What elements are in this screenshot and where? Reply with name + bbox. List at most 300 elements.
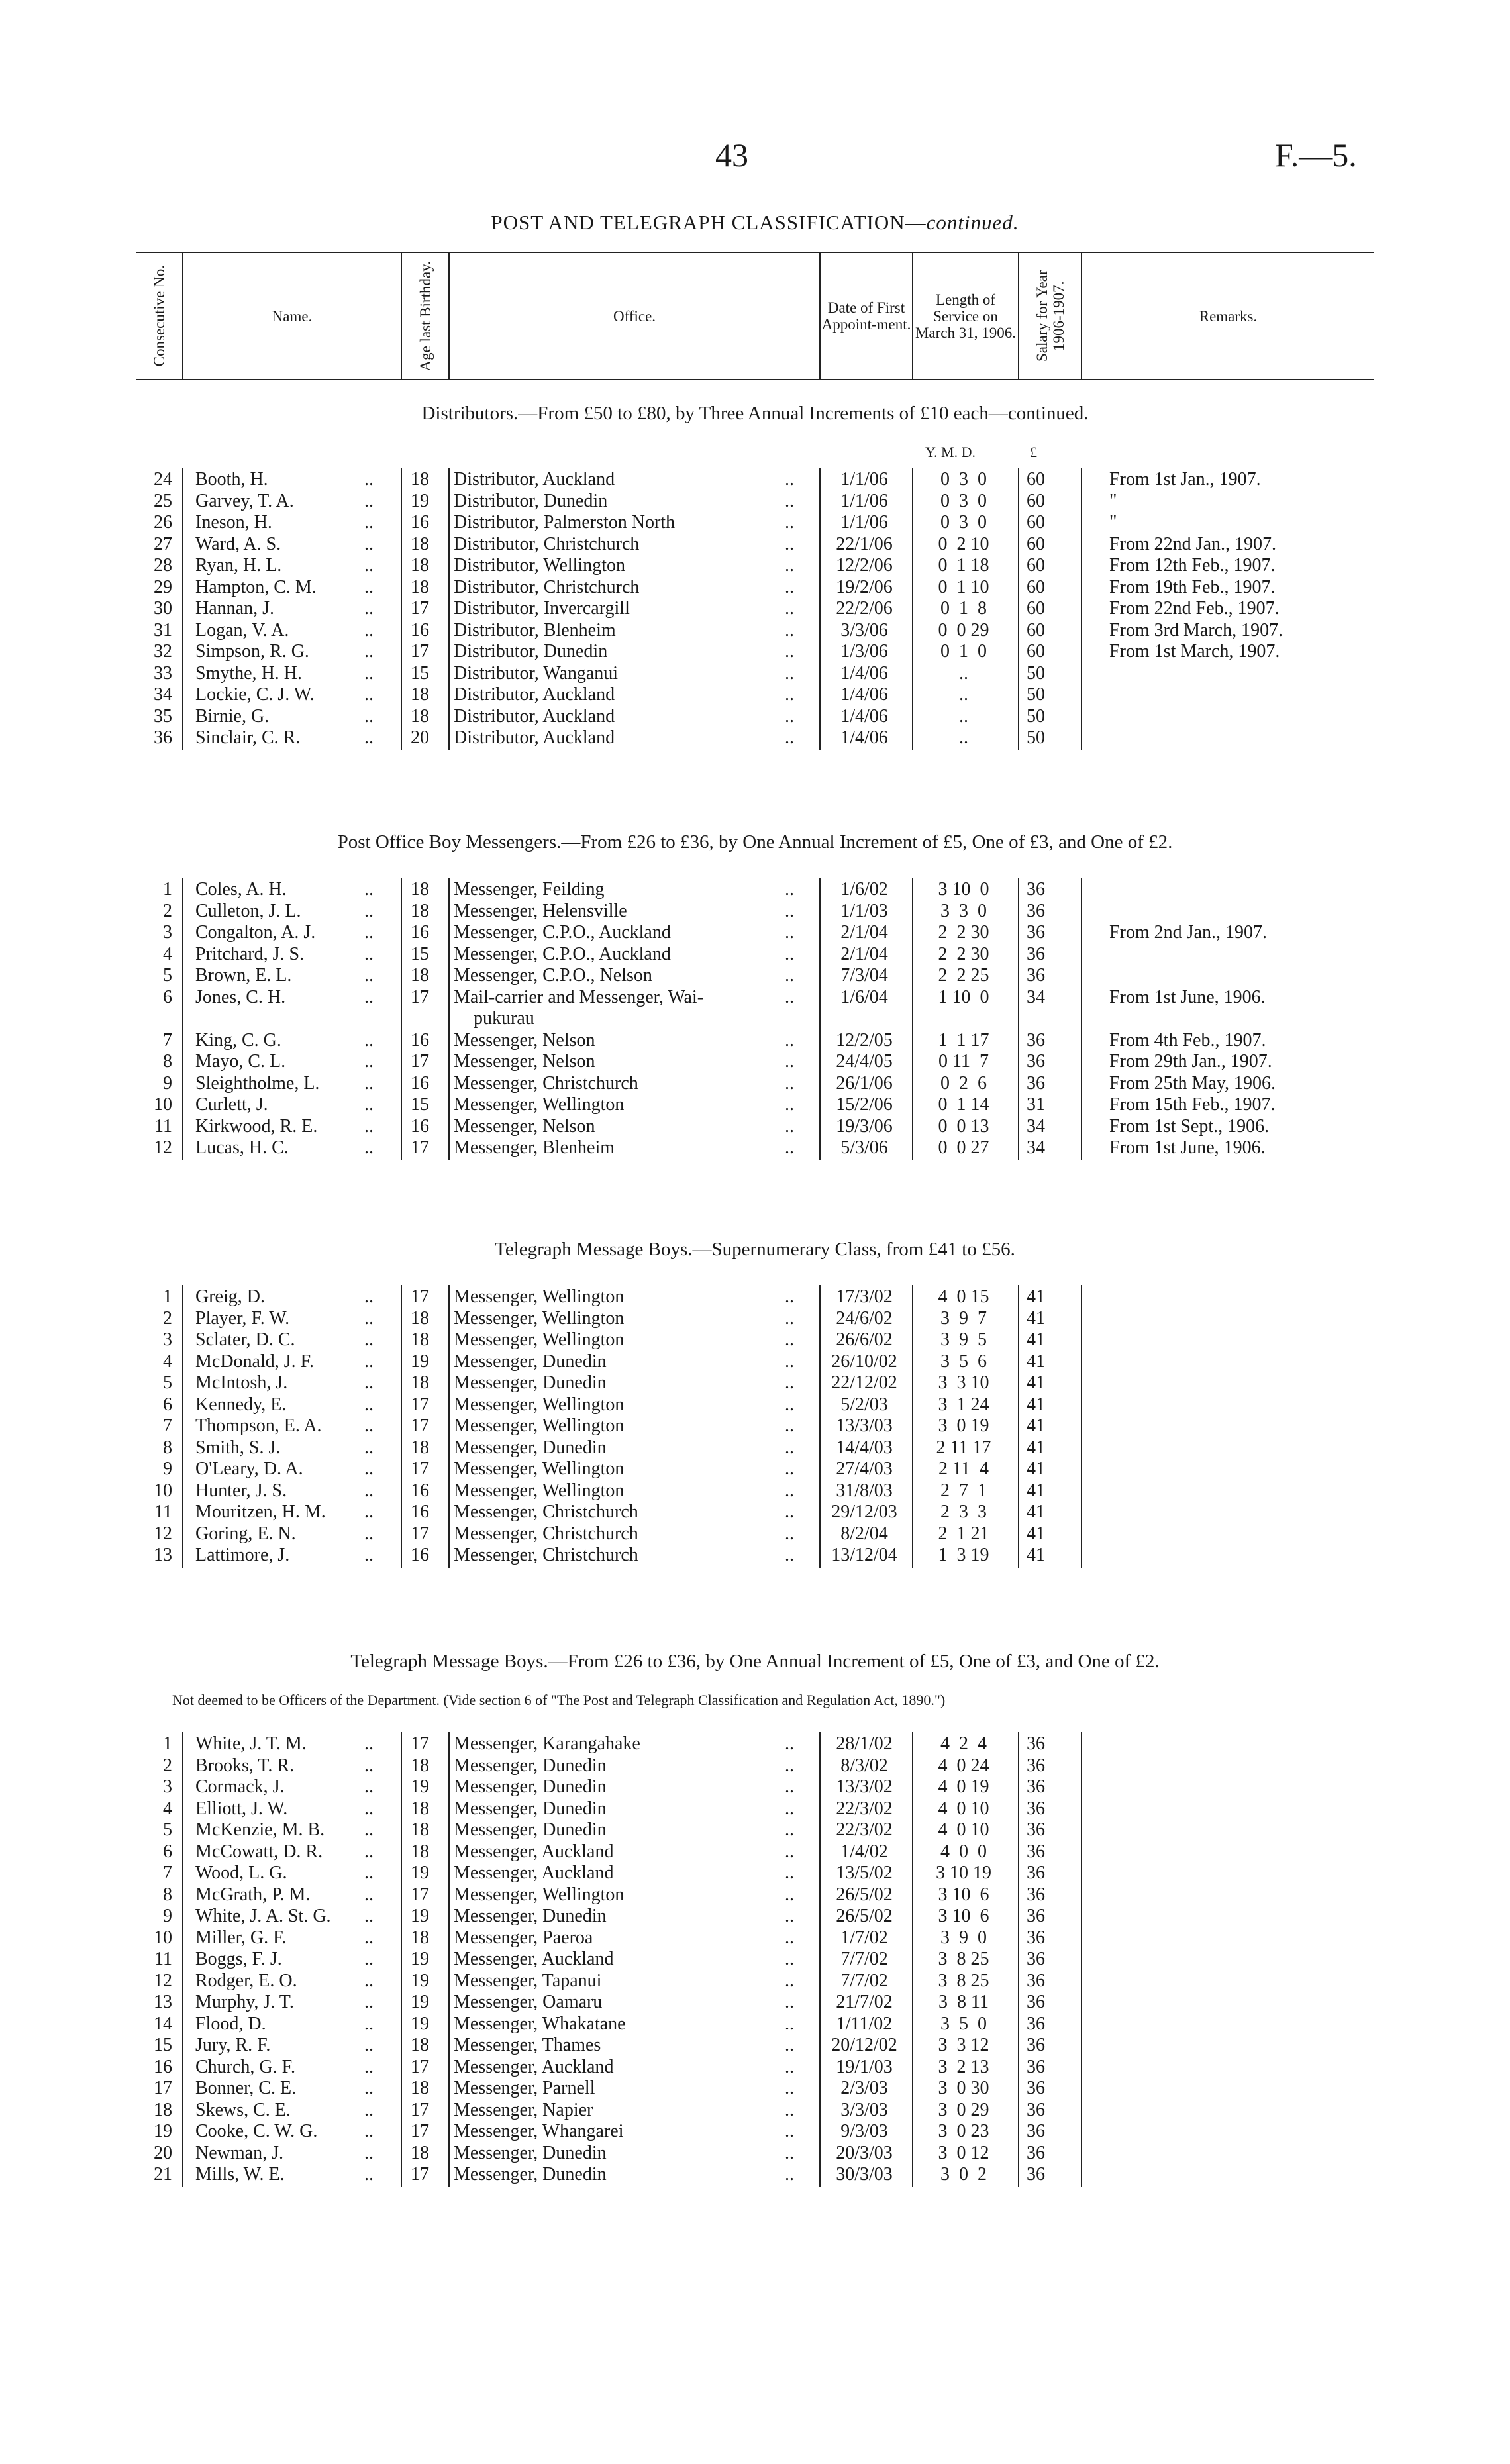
row-leader: ..	[785, 533, 794, 554]
row-length: 1 1 17	[938, 1029, 989, 1051]
row-number: 11	[154, 1502, 172, 1522]
row-number: 12	[154, 1137, 172, 1158]
row-number: 8	[163, 1884, 172, 1905]
page-title-continued: continued.	[926, 211, 1019, 234]
row-date: 31/8/03	[836, 1480, 893, 1501]
row-office: Messenger, Auckland	[454, 1841, 614, 1862]
row-leader: ..	[364, 662, 374, 684]
row-office: Messenger, Christchurch	[454, 1523, 638, 1544]
row-date: 24/6/02	[836, 1308, 893, 1329]
column-rule	[401, 1285, 402, 1568]
row-leader: ..	[364, 469, 374, 489]
row-name: Hunter, J. S.	[195, 1480, 287, 1501]
row-leader: ..	[364, 1970, 374, 1991]
row-leader: ..	[364, 1051, 374, 1072]
row-leader: ..	[785, 1755, 794, 1776]
table-row	[136, 1971, 1374, 1992]
row-remarks: From 1st Sept., 1906.	[1109, 1115, 1270, 1137]
row-age: 16	[411, 1115, 429, 1137]
row-salary: 36	[1027, 1906, 1045, 1926]
row-leader: ..	[785, 684, 794, 705]
row-name: Lockie, C. J. W.	[195, 684, 315, 705]
row-date: 26/5/02	[836, 1906, 893, 1926]
row-leader: ..	[785, 1733, 794, 1754]
column-rule	[819, 1732, 821, 2187]
row-leader: ..	[785, 2078, 794, 2098]
row-length: 0 0 13	[938, 1115, 989, 1137]
table-row	[136, 1776, 1374, 1798]
row-salary: 41	[1027, 1415, 1045, 1436]
row-leader: ..	[364, 1372, 374, 1393]
row-name: White, J. T. M.	[195, 1733, 307, 1754]
table-row	[136, 684, 1374, 705]
column-rule	[401, 468, 402, 750]
row-date: 1/6/04	[840, 986, 888, 1007]
row-length: 3 1 24	[938, 1394, 989, 1415]
table-row	[136, 1051, 1374, 1072]
row-name: Skews, C. E.	[195, 2099, 291, 2120]
row-number: 21	[154, 2164, 172, 2184]
row-age: 18	[411, 1798, 429, 1819]
table-row	[136, 1415, 1374, 1437]
row-leader: ..	[785, 1863, 794, 1883]
row-salary: 60	[1027, 512, 1045, 533]
row-remarks: From 2nd Jan., 1907.	[1109, 922, 1267, 943]
row-name: Sleightholme, L.	[195, 1072, 320, 1094]
row-leader: ..	[364, 1502, 374, 1522]
row-number: 29	[154, 576, 172, 597]
row-date: 19/3/06	[836, 1115, 893, 1137]
row-number: 11	[154, 1115, 172, 1137]
row-leader: ..	[785, 1502, 794, 1522]
row-leader: ..	[785, 1437, 794, 1458]
row-office: Messenger, Dunedin	[454, 1351, 607, 1372]
row-office-continuation: pukurau	[474, 1008, 534, 1029]
row-number: 18	[154, 2099, 172, 2120]
table-row	[136, 965, 1374, 986]
row-date: 22/3/02	[836, 1798, 893, 1819]
row-salary: 36	[1027, 879, 1045, 899]
row-office: Messenger, Dunedin	[454, 2164, 607, 2184]
row-name: McKenzie, M. B.	[195, 1820, 325, 1840]
table-row	[136, 2121, 1374, 2142]
row-length: 3 0 23	[938, 2121, 989, 2141]
row-office: Messenger, C.P.O., Nelson	[454, 965, 652, 986]
row-number: 4	[163, 1798, 172, 1819]
row-leader: ..	[364, 2078, 374, 2098]
row-length: 3 0 29	[938, 2099, 989, 2120]
row-leader: ..	[785, 662, 794, 684]
col-header-office: Office.	[448, 253, 819, 379]
row-age: 20	[411, 727, 429, 748]
table-row	[136, 555, 1374, 576]
row-length: 3 8 25	[938, 1949, 989, 1969]
row-age: 18	[411, 1755, 429, 1776]
section-title: Distributors.—From £50 to £80, by Three Annual Increments of £10 each—continued.	[421, 403, 1089, 424]
row-salary: 36	[1027, 1970, 1045, 1991]
table-row	[136, 1755, 1374, 1776]
row-salary: 41	[1027, 1459, 1045, 1479]
table-row	[136, 2014, 1374, 2035]
row-length: 2 7 1	[940, 1480, 987, 1501]
table-row	[136, 1798, 1374, 1820]
table-row	[136, 512, 1374, 533]
row-leader: ..	[785, 900, 794, 921]
row-length: 3 10 6	[938, 1906, 989, 1926]
row-date: 1/11/02	[836, 2013, 893, 2034]
row-remarks: From 25th May, 1906.	[1109, 1072, 1276, 1094]
column-rule	[182, 1732, 183, 2187]
row-name: Cooke, C. W. G.	[195, 2121, 318, 2141]
column-rule	[819, 1285, 821, 1568]
row-date: 1/1/06	[840, 469, 888, 489]
row-number: 16	[154, 2056, 172, 2077]
row-age: 17	[411, 1286, 429, 1307]
row-date: 26/10/02	[831, 1351, 897, 1372]
row-number: 19	[154, 2121, 172, 2141]
row-leader: ..	[785, 879, 794, 899]
row-number: 5	[163, 1820, 172, 1840]
row-name: Simpson, R. G.	[195, 641, 309, 662]
row-length: 3 10 19	[936, 1863, 991, 1883]
row-leader: ..	[364, 1072, 374, 1094]
row-leader: ..	[364, 1480, 374, 1501]
row-leader: ..	[785, 965, 794, 986]
row-name: McGrath, P. M.	[195, 1884, 311, 1905]
row-number: 7	[163, 1029, 172, 1051]
table-row	[136, 1286, 1374, 1308]
row-salary: 36	[1027, 2078, 1045, 2098]
row-number: 9	[163, 1459, 172, 1479]
row-length: ..	[959, 727, 968, 748]
row-salary: 41	[1027, 1351, 1045, 1372]
row-date: 24/4/05	[836, 1051, 893, 1072]
row-office: Messenger, Thames	[454, 2035, 601, 2055]
row-date: 8/3/02	[840, 1755, 888, 1776]
column-rule	[182, 1285, 183, 1568]
row-length: 2 11 4	[938, 1459, 989, 1479]
row-office: Distributor, Auckland	[454, 705, 615, 727]
row-name: Sinclair, C. R.	[195, 727, 301, 748]
row-salary: 36	[1027, 2099, 1045, 2120]
row-age: 18	[411, 1437, 429, 1458]
table-row	[136, 1073, 1374, 1094]
row-leader: ..	[364, 641, 374, 662]
row-date: 22/12/02	[831, 1372, 897, 1393]
row-salary: 50	[1027, 684, 1045, 705]
row-office: Messenger, Wellington	[454, 1286, 625, 1307]
row-salary: 36	[1027, 2121, 1045, 2141]
table-row	[136, 1137, 1374, 1158]
row-date: 1/4/06	[840, 705, 888, 727]
row-length: 3 0 19	[938, 1415, 989, 1436]
row-date: 2/3/03	[840, 2078, 888, 2098]
row-length: ..	[959, 684, 968, 705]
table-row	[136, 901, 1374, 922]
row-remarks: From 1st June, 1906.	[1109, 986, 1266, 1007]
row-leader: ..	[364, 1545, 374, 1565]
col-header-date: Date of First Appoint-ment.	[819, 253, 912, 379]
table-row	[136, 1308, 1374, 1329]
row-length: 2 2 30	[938, 922, 989, 943]
row-length: 0 1 18	[938, 555, 989, 576]
row-length: 3 2 13	[938, 2056, 989, 2077]
row-name: Pritchard, J. S.	[195, 943, 305, 964]
row-length: 4 0 0	[940, 1841, 987, 1862]
row-salary: 60	[1027, 641, 1045, 662]
row-leader: ..	[364, 1949, 374, 1969]
table-row	[136, 1884, 1374, 1906]
row-age: 18	[411, 555, 429, 576]
row-name: Boggs, F. J.	[195, 1949, 282, 1969]
row-office: Distributor, Palmerston North	[454, 512, 676, 533]
row-leader: ..	[785, 1992, 794, 2012]
table-row	[136, 2078, 1374, 2099]
row-salary: 50	[1027, 705, 1045, 727]
row-number: 20	[154, 2142, 172, 2163]
column-rule	[401, 1732, 402, 2187]
row-remarks: From 3rd March, 1907.	[1109, 619, 1284, 641]
row-office: Messenger, Christchurch	[454, 1502, 638, 1522]
row-name: Ryan, H. L.	[195, 555, 282, 576]
row-leader: ..	[364, 684, 374, 705]
row-age: 17	[411, 1394, 429, 1415]
row-leader: ..	[364, 879, 374, 899]
row-number: 34	[154, 684, 172, 705]
row-remarks: From 1st March, 1907.	[1109, 641, 1280, 662]
column-rule	[1081, 1285, 1082, 1568]
table-row	[136, 663, 1374, 684]
row-date: 1/3/06	[840, 641, 888, 662]
row-office: Messenger, Wellington	[454, 1094, 625, 1115]
row-office: Messenger, Dunedin	[454, 1755, 607, 1776]
row-salary: 34	[1027, 986, 1045, 1007]
row-salary: 60	[1027, 555, 1045, 576]
row-number: 9	[163, 1072, 172, 1094]
row-length: 1 3 19	[938, 1545, 989, 1565]
row-number: 17	[154, 2078, 172, 2098]
row-salary: 50	[1027, 662, 1045, 684]
row-leader: ..	[785, 2035, 794, 2055]
row-salary: 36	[1027, 1820, 1045, 1840]
row-office: Messenger, Dunedin	[454, 1820, 607, 1840]
table-row	[136, 1329, 1374, 1351]
row-length: 3 9 7	[940, 1308, 987, 1329]
col-header-no: Consecutive No.	[150, 265, 168, 367]
row-date: 15/2/06	[836, 1094, 893, 1115]
row-salary: 36	[1027, 1776, 1045, 1797]
table-row	[136, 922, 1374, 943]
row-salary: 36	[1027, 1841, 1045, 1862]
row-remarks: From 1st June, 1906.	[1109, 1137, 1266, 1158]
row-office: Distributor, Auckland	[454, 727, 615, 748]
row-leader: ..	[364, 922, 374, 943]
row-leader: ..	[785, 1884, 794, 1905]
row-name: Wood, L. G.	[195, 1863, 287, 1883]
row-name: Mills, W. E.	[195, 2164, 285, 2184]
row-length: 1 10 0	[938, 986, 989, 1007]
row-length: 4 0 24	[938, 1755, 989, 1776]
table-row	[136, 1949, 1374, 1970]
row-length: 3 9 5	[940, 1329, 987, 1350]
row-remarks: From 19th Feb., 1907.	[1109, 576, 1276, 597]
row-length: 2 3 3	[940, 1502, 987, 1522]
row-remarks: From 1st Jan., 1907.	[1109, 469, 1261, 489]
row-office: Messenger, Wellington	[454, 1459, 625, 1479]
col-header-salary: Salary for Year 1906-1907.	[1018, 253, 1081, 379]
row-leader: ..	[364, 1906, 374, 1926]
row-date: 30/3/03	[836, 2164, 893, 2184]
row-office: Messenger, Blenheim	[454, 1137, 615, 1158]
row-number: 6	[163, 986, 172, 1007]
table-row	[136, 1927, 1374, 1949]
row-date: 13/5/02	[836, 1863, 893, 1883]
row-office: Distributor, Invercargill	[454, 598, 630, 619]
row-salary: 36	[1027, 1884, 1045, 1905]
table-row	[136, 1523, 1374, 1545]
row-leader: ..	[364, 1094, 374, 1115]
row-age: 18	[411, 469, 429, 489]
row-length: 3 3 10	[938, 1372, 989, 1393]
row-leader: ..	[364, 1286, 374, 1307]
row-leader: ..	[785, 1094, 794, 1115]
row-leader: ..	[364, 943, 374, 964]
row-leader: ..	[785, 2121, 794, 2141]
row-name: White, J. A. St. G.	[195, 1906, 331, 1926]
row-leader: ..	[785, 555, 794, 576]
row-salary: 31	[1027, 1094, 1045, 1115]
table-row	[136, 706, 1374, 727]
row-salary: 36	[1027, 2013, 1045, 2034]
row-leader: ..	[785, 986, 794, 1007]
row-age: 18	[411, 1372, 429, 1393]
row-name: Miller, G. F.	[195, 1927, 287, 1948]
row-name: Flood, D.	[195, 2013, 266, 2034]
table-row	[136, 491, 1374, 512]
column-rule	[819, 878, 821, 1160]
row-salary: 41	[1027, 1545, 1045, 1565]
row-name: King, C. G.	[195, 1029, 281, 1051]
row-leader: ..	[785, 2056, 794, 2077]
table-row	[136, 1351, 1374, 1372]
row-date: 1/4/06	[840, 662, 888, 684]
row-number: 9	[163, 1906, 172, 1926]
row-office: Distributor, Wellington	[454, 555, 625, 576]
row-leader: ..	[364, 619, 374, 641]
row-age: 17	[411, 986, 429, 1007]
row-age: 19	[411, 1970, 429, 1991]
row-office: Mail-carrier and Messenger, Wai-	[454, 986, 704, 1007]
row-date: 26/6/02	[836, 1329, 893, 1350]
row-name: Jones, C. H.	[195, 986, 286, 1007]
row-leader: ..	[364, 1351, 374, 1372]
table-row	[136, 1992, 1374, 2013]
row-date: 8/2/04	[840, 1523, 888, 1544]
row-name: Newman, J.	[195, 2142, 283, 2163]
row-age: 16	[411, 1502, 429, 1522]
row-date: 26/5/02	[836, 1884, 893, 1905]
row-number: 10	[154, 1094, 172, 1115]
row-salary: 34	[1027, 1115, 1045, 1137]
row-length: 0 0 27	[938, 1137, 989, 1158]
row-salary: 36	[1027, 1949, 1045, 1969]
row-date: 12/2/05	[836, 1029, 893, 1051]
row-length: 0 11 7	[938, 1051, 989, 1072]
row-office: Distributor, Blenheim	[454, 619, 616, 641]
row-number: 8	[163, 1051, 172, 1072]
row-leader: ..	[364, 705, 374, 727]
row-name: Mouritzen, H. M.	[195, 1502, 326, 1522]
row-leader: ..	[785, 1523, 794, 1544]
row-name: Murphy, J. T.	[195, 1992, 294, 2012]
row-salary: 36	[1027, 1863, 1045, 1883]
row-length: 2 1 21	[938, 1523, 989, 1544]
row-leader: ..	[364, 1798, 374, 1819]
row-leader: ..	[785, 1137, 794, 1158]
row-leader: ..	[785, 1459, 794, 1479]
row-salary: 41	[1027, 1394, 1045, 1415]
row-leader: ..	[785, 1927, 794, 1948]
row-number: 30	[154, 598, 172, 619]
row-office: Messenger, Karangahake	[454, 1733, 640, 1754]
row-leader: ..	[364, 2142, 374, 2163]
row-name: Booth, H.	[195, 469, 268, 489]
row-office: Messenger, Auckland	[454, 1949, 614, 1969]
row-office: Messenger, Dunedin	[454, 1776, 607, 1797]
table-row	[136, 598, 1374, 619]
section-title: Telegraph Message Boys.—Supernumerary Class, from £41 to £56.	[495, 1239, 1015, 1260]
row-number: 10	[154, 1927, 172, 1948]
salary-unit-header: £	[1030, 444, 1037, 460]
row-name: Rodger, E. O.	[195, 1970, 297, 1991]
row-date: 1/6/02	[840, 879, 888, 899]
row-leader: ..	[364, 598, 374, 619]
row-leader: ..	[364, 533, 374, 554]
row-number: 2	[163, 900, 172, 921]
row-salary: 34	[1027, 1137, 1045, 1158]
row-salary: 36	[1027, 1992, 1045, 2012]
row-date: 1/7/02	[840, 1927, 888, 1948]
row-leader: ..	[364, 1115, 374, 1137]
row-name: Lucas, H. C.	[195, 1137, 289, 1158]
row-number: 4	[163, 1351, 172, 1372]
table-row	[136, 2100, 1374, 2121]
row-age: 17	[411, 2164, 429, 2184]
row-office: Distributor, Dunedin	[454, 641, 608, 662]
row-leader: ..	[785, 1906, 794, 1926]
row-leader: ..	[364, 1523, 374, 1544]
row-office: Messenger, Dunedin	[454, 1798, 607, 1819]
row-salary: 41	[1027, 1308, 1045, 1329]
row-age: 17	[411, 1884, 429, 1905]
row-office: Messenger, C.P.O., Auckland	[454, 922, 671, 943]
table-row	[136, 577, 1374, 598]
row-office: Messenger, Wellington	[454, 1884, 625, 1905]
column-rule	[912, 878, 913, 1160]
row-office: Messenger, Feilding	[454, 879, 605, 899]
row-date: 5/2/03	[840, 1394, 888, 1415]
row-leader: ..	[785, 1545, 794, 1565]
row-office: Messenger, Wellington	[454, 1480, 625, 1501]
row-leader: ..	[785, 1351, 794, 1372]
row-leader: ..	[785, 641, 794, 662]
row-leader: ..	[785, 1329, 794, 1350]
row-name: Cormack, J.	[195, 1776, 285, 1797]
row-remarks: From 15th Feb., 1907.	[1109, 1094, 1276, 1115]
row-number: 12	[154, 1523, 172, 1544]
row-length: 3 5 0	[940, 2013, 987, 2034]
row-length: 4 0 10	[938, 1820, 989, 1840]
